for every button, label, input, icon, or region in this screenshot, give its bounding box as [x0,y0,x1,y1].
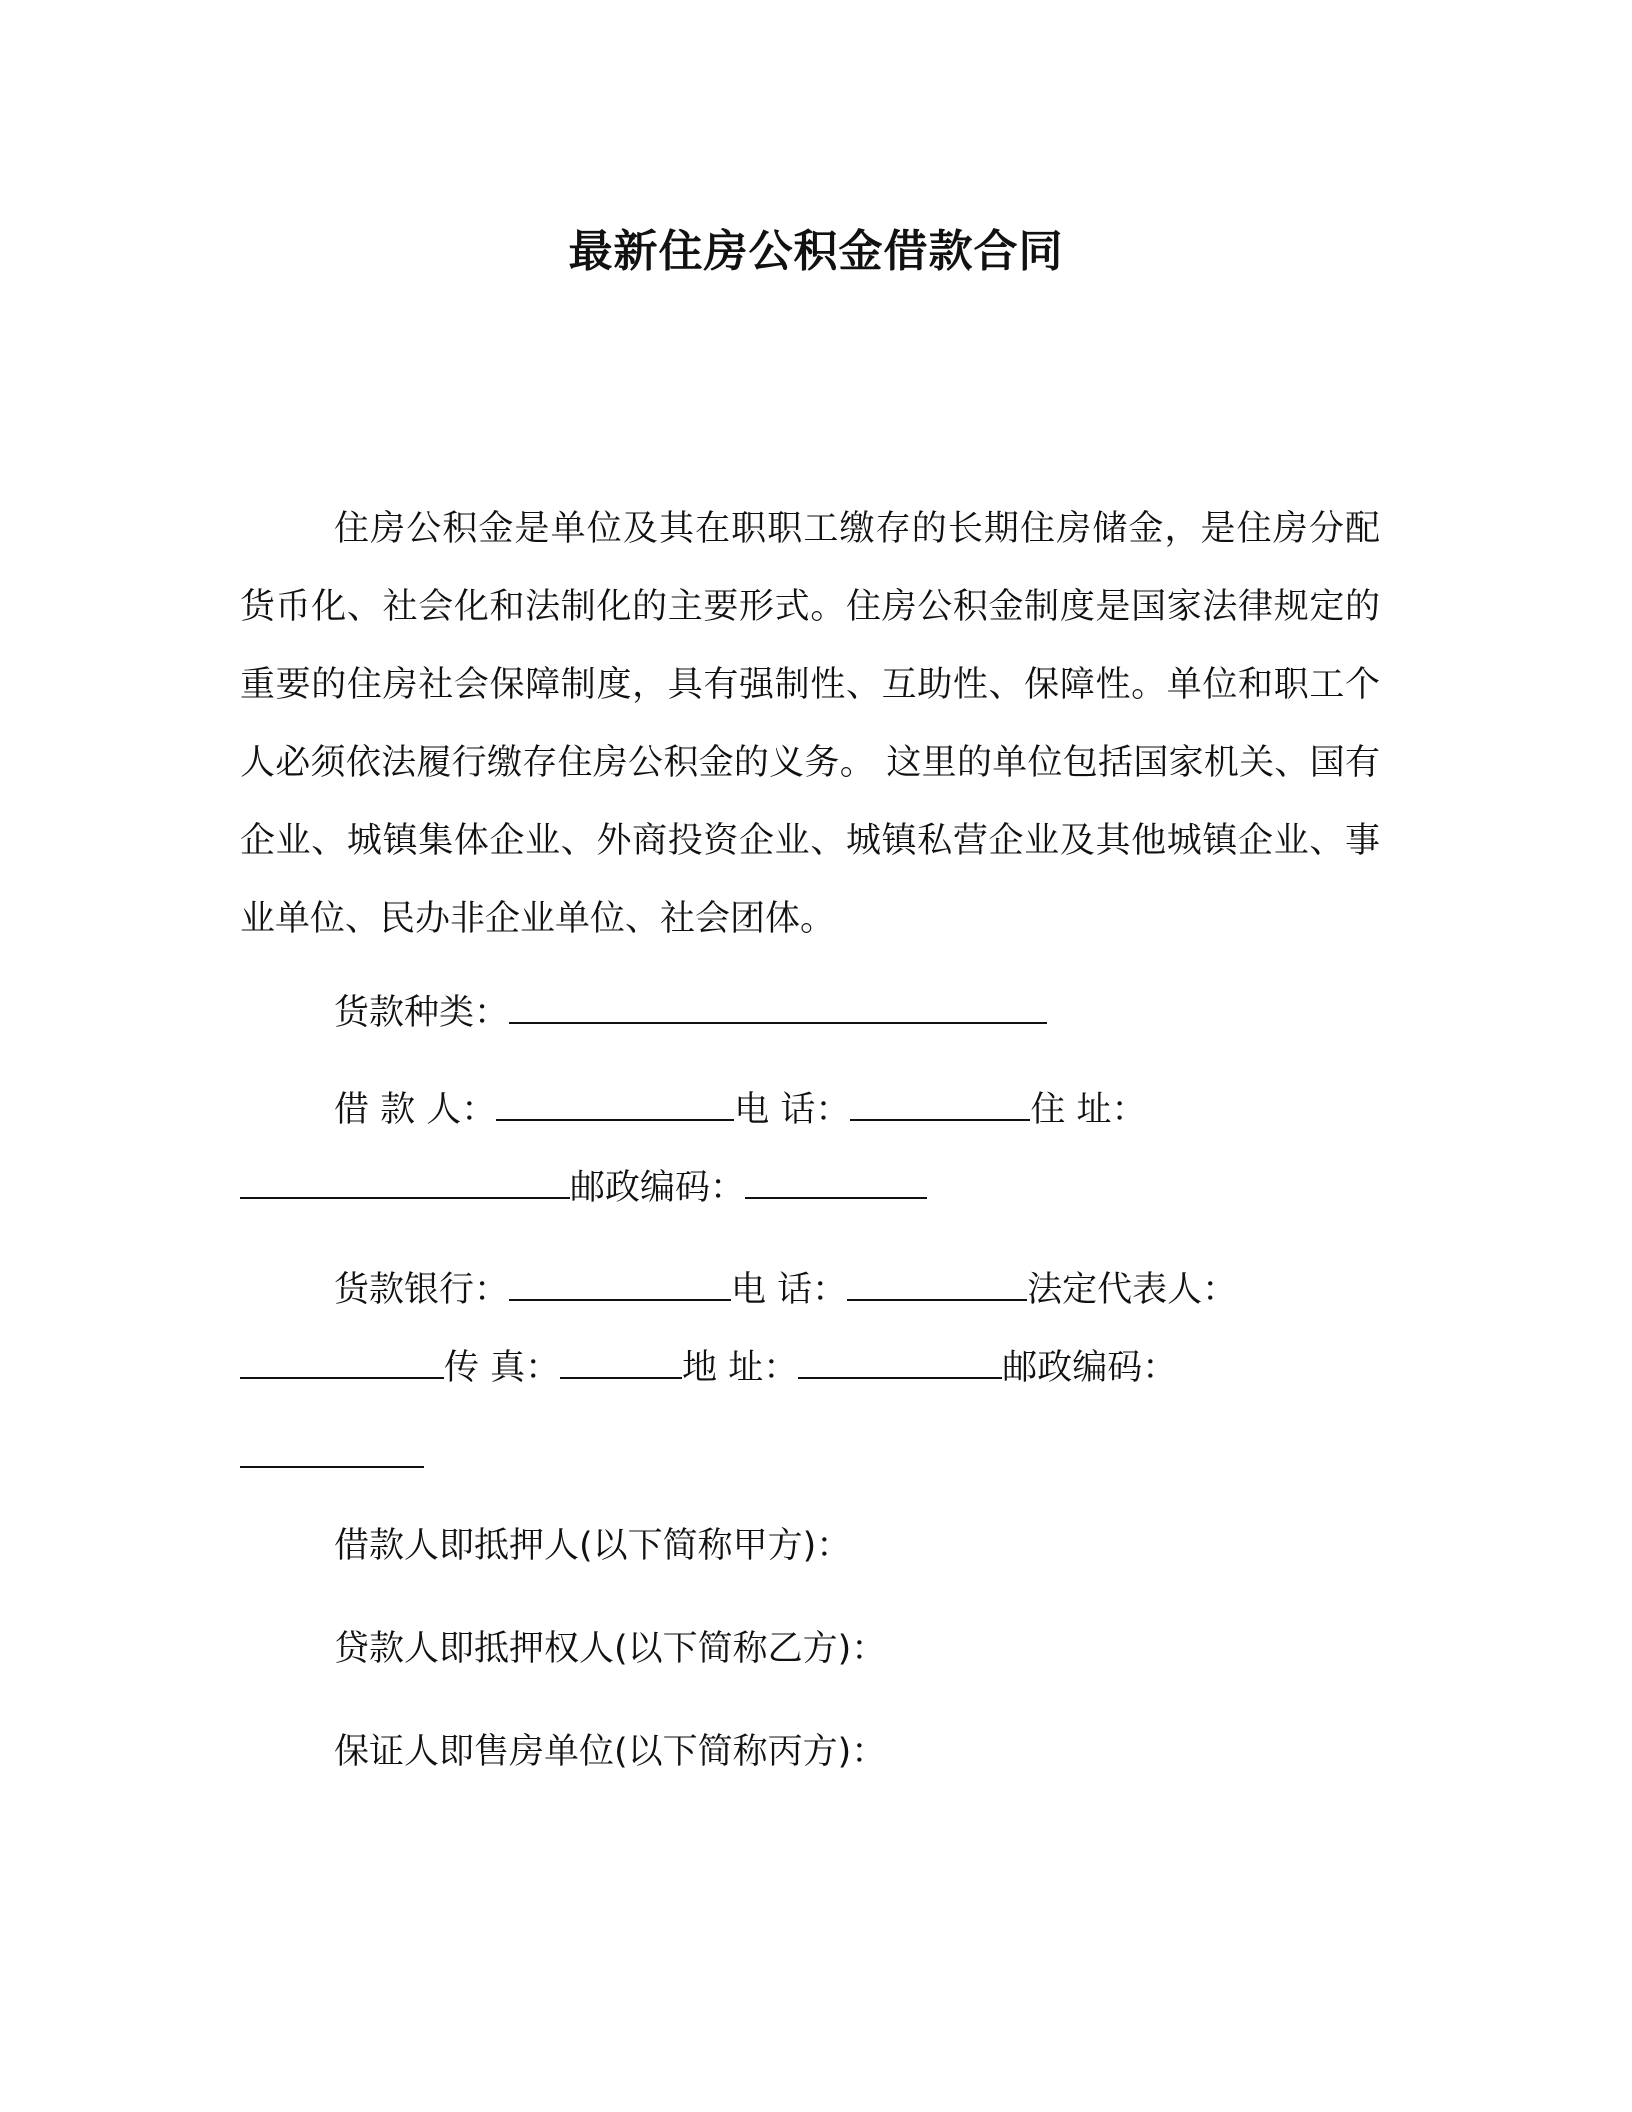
bank-postcode-blank[interactable] [240,1436,424,1468]
borrower-address-blank[interactable] [240,1167,570,1199]
bank-postcode-row [240,1432,424,1482]
bank-label: 货款银行： [334,1270,510,1310]
bank-address-blank[interactable] [798,1347,1002,1379]
fax-blank[interactable] [560,1347,682,1379]
intro-paragraph: 住房公积金是单位及其在职职工缴存的长期住房储金，是住房分配货币化、社会化和法制化的主要形式。住房公积金制度是国家法律规定的重要的住房社会保障制度，具有强制性、互助性、保障性。单位和职工个人必须依法履行缴存住房公积金的义务。 这里的单位包括国家机关、国有企业、城镇集体企业、外商投资企业、城镇私营企业及其他城镇企业、事业单位、民办非企业单位、社会团体。 [240,509,1380,939]
bank-blank[interactable] [509,1269,731,1301]
borrower-postcode-blank[interactable] [745,1167,927,1199]
bank-phone-label: 电 话： [731,1270,848,1310]
borrower-phone-label: 电 话： [734,1090,851,1130]
party-a-line: 借款人即抵押人(以下简称甲方)： [334,1526,852,1566]
document-title: 最新住房公积金借款合同 [568,226,1064,277]
legal-rep-blank[interactable] [240,1347,444,1379]
bank-phone-blank[interactable] [847,1269,1027,1301]
fax-label: 传 真： [444,1348,561,1388]
party-b-line: 贷款人即抵押权人(以下简称乙方)： [334,1629,887,1669]
borrower-address-label: 住 址： [1030,1090,1147,1130]
party-c-line: 保证人即售房单位(以下简称丙方)： [334,1732,887,1772]
borrower-postcode-label: 邮政编码： [570,1168,746,1208]
loan-type-blank[interactable] [509,992,1047,1024]
bank-row [334,1265,1237,1315]
bank-postcode-label: 邮政编码： [1002,1348,1178,1388]
bank-contact-row [240,1343,1177,1393]
borrower-blank[interactable] [496,1089,734,1121]
loan-type-row [334,988,1047,1038]
borrower-row [334,1085,1147,1135]
bank-address-label: 地 址： [682,1348,799,1388]
loan-type-label: 货款种类： [334,993,510,1033]
legal-rep-label: 法定代表人： [1027,1270,1238,1310]
borrower-address-row [240,1163,927,1213]
borrower-label: 借 款 人： [334,1090,497,1130]
borrower-phone-blank[interactable] [850,1089,1030,1121]
